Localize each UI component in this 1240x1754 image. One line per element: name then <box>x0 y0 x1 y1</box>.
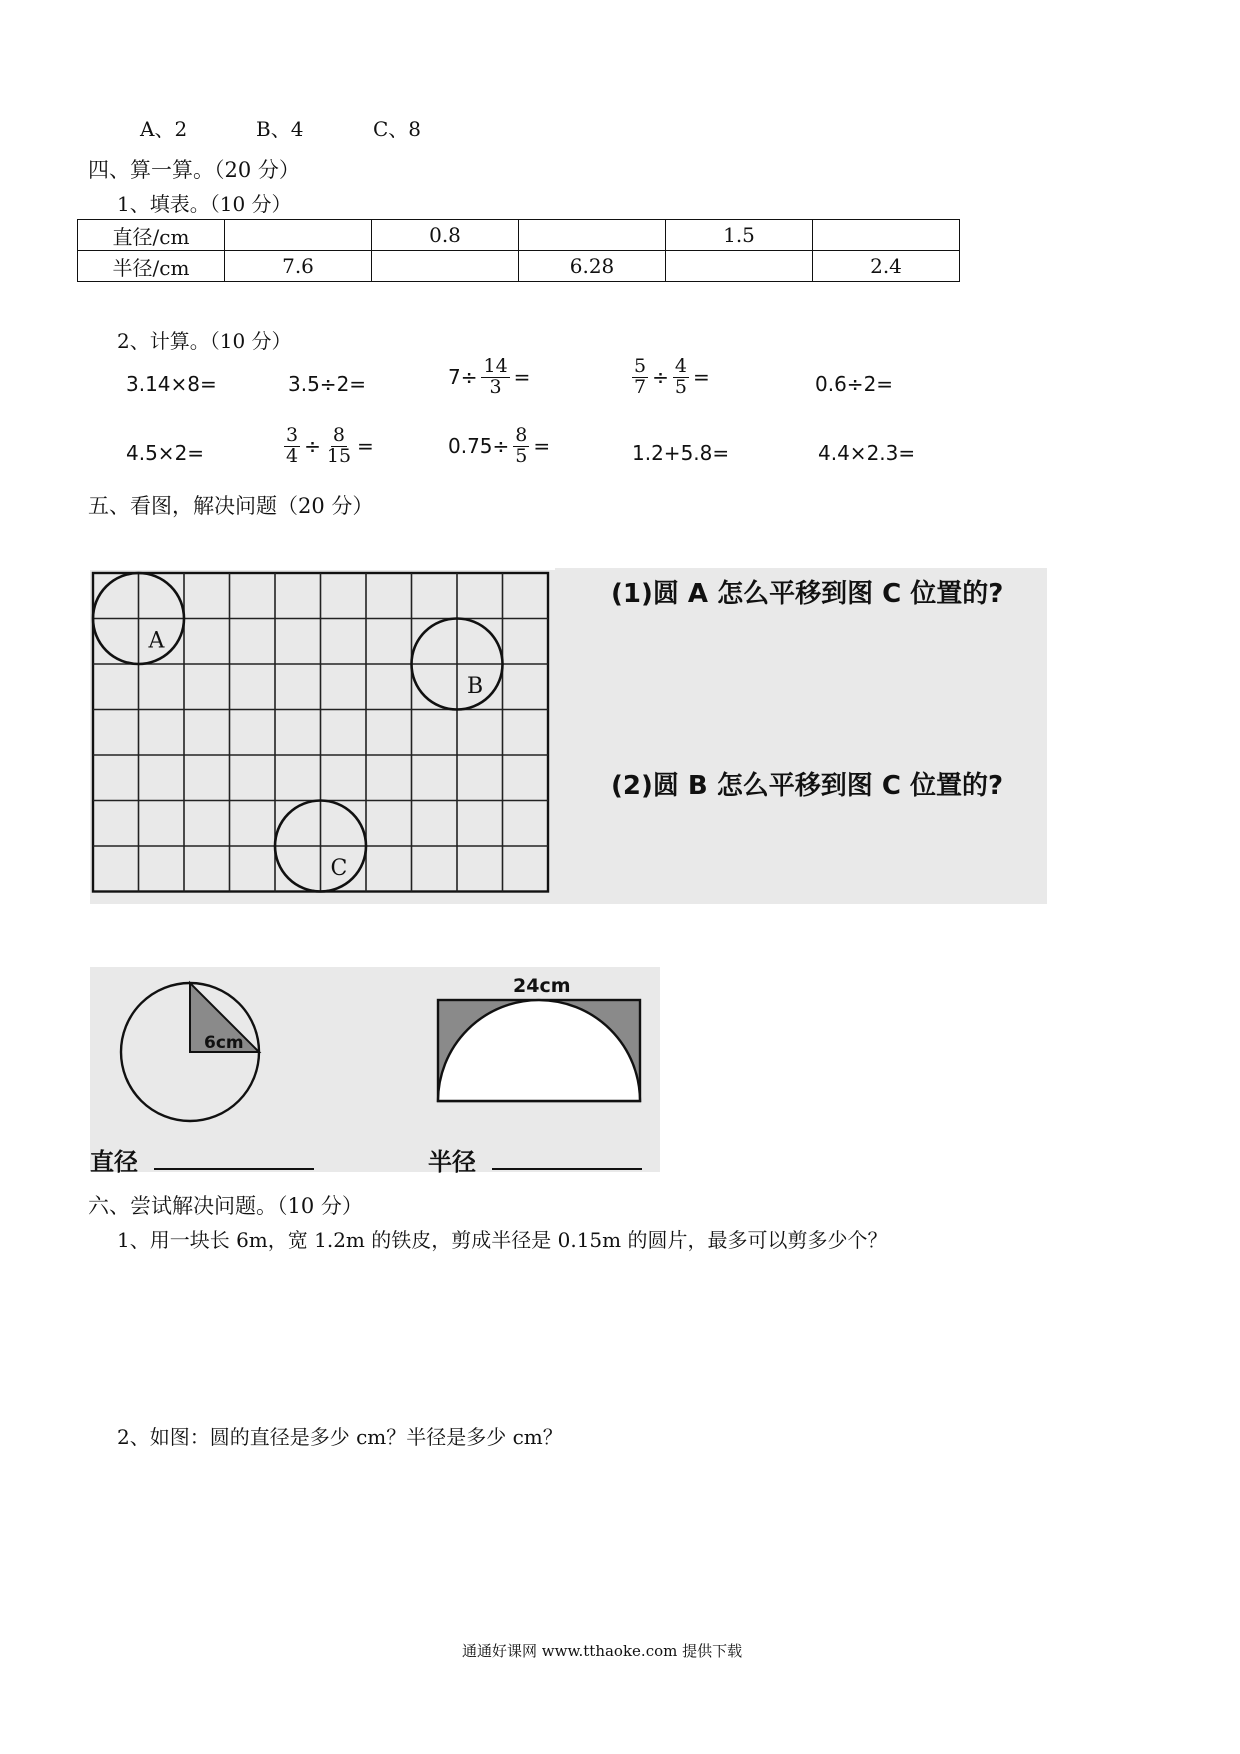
table-cell[interactable] <box>666 251 813 282</box>
radius-blank[interactable] <box>492 1168 642 1170</box>
table-row <box>78 220 960 251</box>
table-cell[interactable]: 6.28 <box>519 251 666 282</box>
numerator: 4 <box>674 355 687 377</box>
calc-item-fraction <box>448 357 530 398</box>
calc-item: 3.5÷2= <box>288 372 367 396</box>
section5-title: 五、看图，解决问题（20 分） <box>88 494 374 518</box>
numerator: 14 <box>483 355 508 377</box>
fill-table <box>77 219 960 282</box>
table-cell[interactable] <box>519 220 666 251</box>
calc-item: 3.14×8= <box>126 372 217 396</box>
diameter-answer-line <box>90 1142 314 1177</box>
circle-label: C <box>330 856 348 881</box>
grid-circles <box>93 573 503 892</box>
calc-equals: = <box>692 365 710 390</box>
table-row <box>78 251 960 282</box>
fraction <box>284 426 300 467</box>
section6-title: 六、尝试解决问题。（10 分） <box>88 1194 363 1218</box>
option-a: A、2 <box>140 117 188 141</box>
calc-equals: = <box>533 434 551 459</box>
calc-item: 4.4×2.3= <box>818 441 916 465</box>
fraction <box>481 357 509 398</box>
footer-text: 通通好课网 www.tthaoke.com 提供下载 <box>462 1642 743 1660</box>
fraction <box>325 426 353 467</box>
denominator: 15 <box>326 444 352 467</box>
denominator: 5 <box>674 375 687 398</box>
calc-equals: = <box>513 365 531 390</box>
calc-operator: ÷ <box>652 365 669 390</box>
circle-label: A <box>148 628 165 654</box>
radius-label: 半径 <box>428 1148 476 1176</box>
calc-operator: ÷ <box>304 434 321 459</box>
table-cell[interactable]: 0.8 <box>372 220 519 251</box>
denominator: 7 <box>634 375 647 398</box>
calc-item: 0.6÷2= <box>815 372 894 396</box>
calc-item-fraction <box>448 426 550 467</box>
q2-title: 2、计算。（10 分） <box>117 329 292 353</box>
q1-title: 1、填表。（10 分） <box>117 192 292 216</box>
diameter-blank[interactable] <box>154 1168 314 1170</box>
denominator: 3 <box>489 375 502 398</box>
section6-question-1: 1、用一块长 6m，宽 1.2m 的铁皮，剪成半径是 0.15m 的圆片，最多可以剪多少个？ <box>117 1228 888 1252</box>
calc-item: 1.2+5.8= <box>632 441 730 465</box>
row-label: 直径/cm <box>78 220 225 251</box>
section4-title: 四、算一算。（20 分） <box>88 158 300 182</box>
translation-grid <box>90 570 555 904</box>
fraction <box>673 357 689 398</box>
calc-pre: 7÷ <box>448 365 478 390</box>
calc-item-fraction <box>632 357 710 398</box>
option-c: C、8 <box>373 117 422 141</box>
question-panel <box>555 568 1047 904</box>
table-cell[interactable]: 2.4 <box>813 251 960 282</box>
denominator: 5 <box>515 444 528 467</box>
calc-item: 4.5×2= <box>126 441 205 465</box>
calc-pre: 0.75÷ <box>448 434 510 459</box>
option-b: B、4 <box>256 117 304 141</box>
section6-question-2: 2、如图：圆的直径是多少 cm？半径是多少 cm？ <box>117 1425 563 1449</box>
numerator: 5 <box>634 355 647 377</box>
table-cell[interactable] <box>813 220 960 251</box>
numerator: 8 <box>332 424 345 446</box>
table-cell[interactable]: 7.6 <box>225 251 372 282</box>
grid-question-1: (1)圆 A 怎么平移到图 C 位置的? <box>611 579 1004 609</box>
fraction <box>632 357 648 398</box>
table-cell[interactable]: 1.5 <box>666 220 813 251</box>
diameter-label: 直径 <box>90 1148 138 1176</box>
calc-item-fraction <box>284 426 374 467</box>
radius-answer-line <box>428 1142 642 1177</box>
circle-label: B <box>467 674 484 699</box>
numerator: 8 <box>515 424 528 446</box>
fraction <box>513 426 529 467</box>
grid-question-2: (2)圆 B 怎么平移到图 C 位置的? <box>611 771 1004 801</box>
fig-label-24cm: 24cm <box>513 975 571 997</box>
grid-lines <box>93 573 548 892</box>
fig-label-6cm: 6cm <box>204 1033 244 1053</box>
calc-equals: = <box>357 434 374 459</box>
row-label: 半径/cm <box>78 251 225 282</box>
numerator: 3 <box>286 424 299 446</box>
denominator: 4 <box>286 444 299 467</box>
table-cell[interactable] <box>225 220 372 251</box>
table-cell[interactable] <box>372 251 519 282</box>
